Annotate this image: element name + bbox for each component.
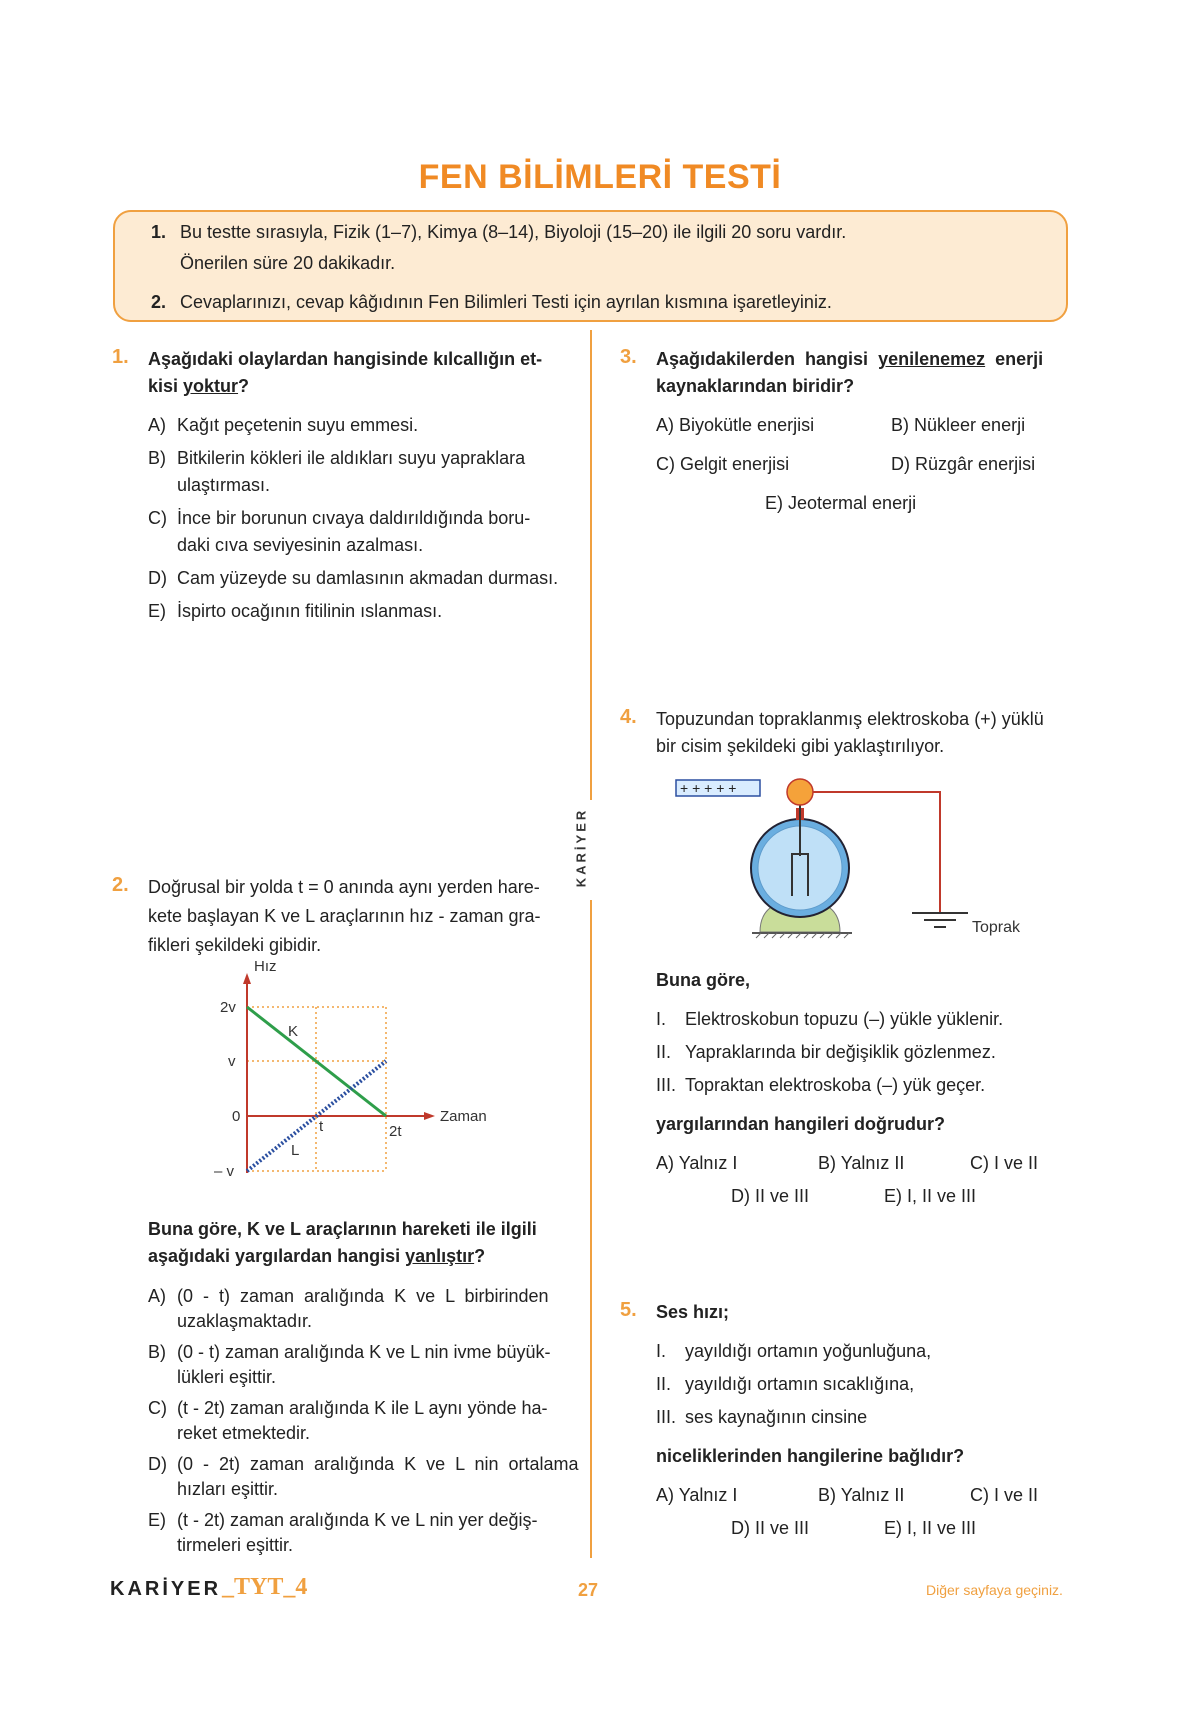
question-5-statement-1: I. yayıldığı ortamın yoğunluğuna, <box>656 1341 932 1361</box>
question-4-number: 4. <box>620 706 637 728</box>
y-tick-label: – v <box>214 1163 235 1180</box>
footer-brand-logo: KARİYER <box>110 1578 222 1600</box>
question-4-option-e[interactable]: E) I, II ve III <box>884 1186 977 1206</box>
question-2-stem-line: kete başlayan K ve L araçlarının hız - zaman gra- <box>148 906 541 926</box>
y-axis-label: Hız <box>254 958 277 975</box>
question-2-stem-line: Doğrusal bir yolda t = 0 anında aynı yerden hare- <box>148 877 540 897</box>
question-5-prompt: niceliklerinden hangilerine bağlıdır? <box>656 1446 965 1466</box>
question-5-lead: Ses hızı; <box>656 1302 730 1322</box>
question-2-prompt: Buna göre, K ve L araçlarının hareketi ile ilgili aşağıdaki yargılardan hangisi yanlıştır? <box>148 1219 537 1266</box>
question-5-number: 5. <box>620 1299 637 1321</box>
question-5-option-a[interactable]: A) Yalnız I <box>656 1485 738 1505</box>
ground-label: Toprak <box>972 919 1021 936</box>
question-4-statement-1: I. Elektroskobun topuzu (–) yükle yüklenir. <box>656 1009 1004 1029</box>
column-divider <box>590 330 592 1558</box>
question-5-option-e[interactable]: E) I, II ve III <box>884 1518 977 1538</box>
question-2-number: 2. <box>112 874 129 896</box>
instruction-1-cont: Önerilen süre 20 dakikadır. <box>180 253 396 273</box>
y-axis-arrow-icon <box>243 973 251 984</box>
question-1-stem: Aşağıdaki olaylardan hangisinde kılcallığın et- kisi yoktur? <box>148 349 543 396</box>
velocity-time-graph <box>210 958 510 1188</box>
footer-test-code: _TYT_4 <box>222 1574 308 1600</box>
page-number: 27 <box>578 1580 599 1600</box>
question-3-option-b[interactable]: B) Nükleer enerji <box>891 415 1026 435</box>
question-4-statement-3: III. Topraktan elektroskoba (–) yük geçer. <box>656 1075 986 1095</box>
question-4-statement-2: II. Yapraklarında bir değişiklik gözlenmez. <box>656 1042 996 1062</box>
question-4-stem-line: Topuzundan topraklanmış elektroskoba (+) yüklü <box>656 709 1044 729</box>
instruction-2: 2. Cevaplarınızı, cevap kâğıdının Fen Bilimleri Testi için ayrılan kısmına işaretleyiniz. <box>151 292 832 312</box>
question-5-statement-3: III. ses kaynağının cinsine <box>656 1407 868 1427</box>
line-k-label: K <box>288 1023 299 1040</box>
charge-signs: + + + + + <box>680 780 737 796</box>
question-4-option-c[interactable]: C) I ve II <box>970 1153 1039 1173</box>
question-4-prompt: yargılarından hangileri doğrudur? <box>656 1114 946 1134</box>
question-3-stem: Aşağıdakilerden hangisi yenilenemez enerji kaynaklarından biridir? <box>656 349 1044 396</box>
question-5-statement-2: II. yayıldığı ortamın sıcaklığına, <box>656 1374 915 1394</box>
question-3-number: 3. <box>620 346 637 368</box>
x-tick-label: 2t <box>389 1123 402 1140</box>
question-3-option-d[interactable]: D) Rüzgâr enerjisi <box>891 454 1036 474</box>
page-title: FEN BİLİMLERİ TESTİ <box>418 158 782 196</box>
question-4-option-d[interactable]: D) II ve III <box>731 1186 810 1206</box>
y-tick-label: v <box>228 1053 236 1070</box>
question-3-option-c[interactable]: C) Gelgit enerjisi <box>656 454 790 474</box>
question-1-number: 1. <box>112 346 129 368</box>
next-page-note: Diğer sayfaya geçiniz. <box>926 1582 1063 1598</box>
instruction-1: 1. Bu testte sırasıyla, Fizik (1–7), Kimya (8–14), Biyoloji (15–20) ile ilgili 20 soru vardır. <box>151 222 847 242</box>
question-4-lead: Buna göre, <box>656 970 751 990</box>
y-tick-label: 2v <box>220 999 236 1016</box>
line-l-label: L <box>291 1142 300 1159</box>
question-3-option-e[interactable]: E) Jeotermal enerji <box>765 493 917 513</box>
x-axis-arrow-icon <box>424 1112 435 1120</box>
y-tick-label: 0 <box>232 1108 241 1125</box>
x-tick-label: t <box>319 1118 324 1135</box>
question-4-option-b[interactable]: B) Yalnız II <box>818 1153 905 1173</box>
question-3-option-a[interactable]: A) Biyokütle enerjisi <box>656 415 815 435</box>
question-5-option-d[interactable]: D) II ve III <box>731 1518 810 1538</box>
side-brand: KARİYER <box>578 800 604 900</box>
instructions-box <box>113 210 1068 322</box>
question-4-option-a[interactable]: A) Yalnız I <box>656 1153 738 1173</box>
question-4-stem-line: bir cisim şekildeki gibi yaklaştırılıyor. <box>656 736 945 756</box>
x-axis-label: Zaman <box>440 1108 487 1125</box>
question-2-stem-line: fikleri şekildeki gibidir. <box>148 935 322 955</box>
electroscope-figure <box>672 772 1032 942</box>
question-5-option-c[interactable]: C) I ve II <box>970 1485 1039 1505</box>
electroscope-knob <box>787 779 813 805</box>
question-5-option-b[interactable]: B) Yalnız II <box>818 1485 905 1505</box>
graph-gridlines <box>247 1007 386 1171</box>
